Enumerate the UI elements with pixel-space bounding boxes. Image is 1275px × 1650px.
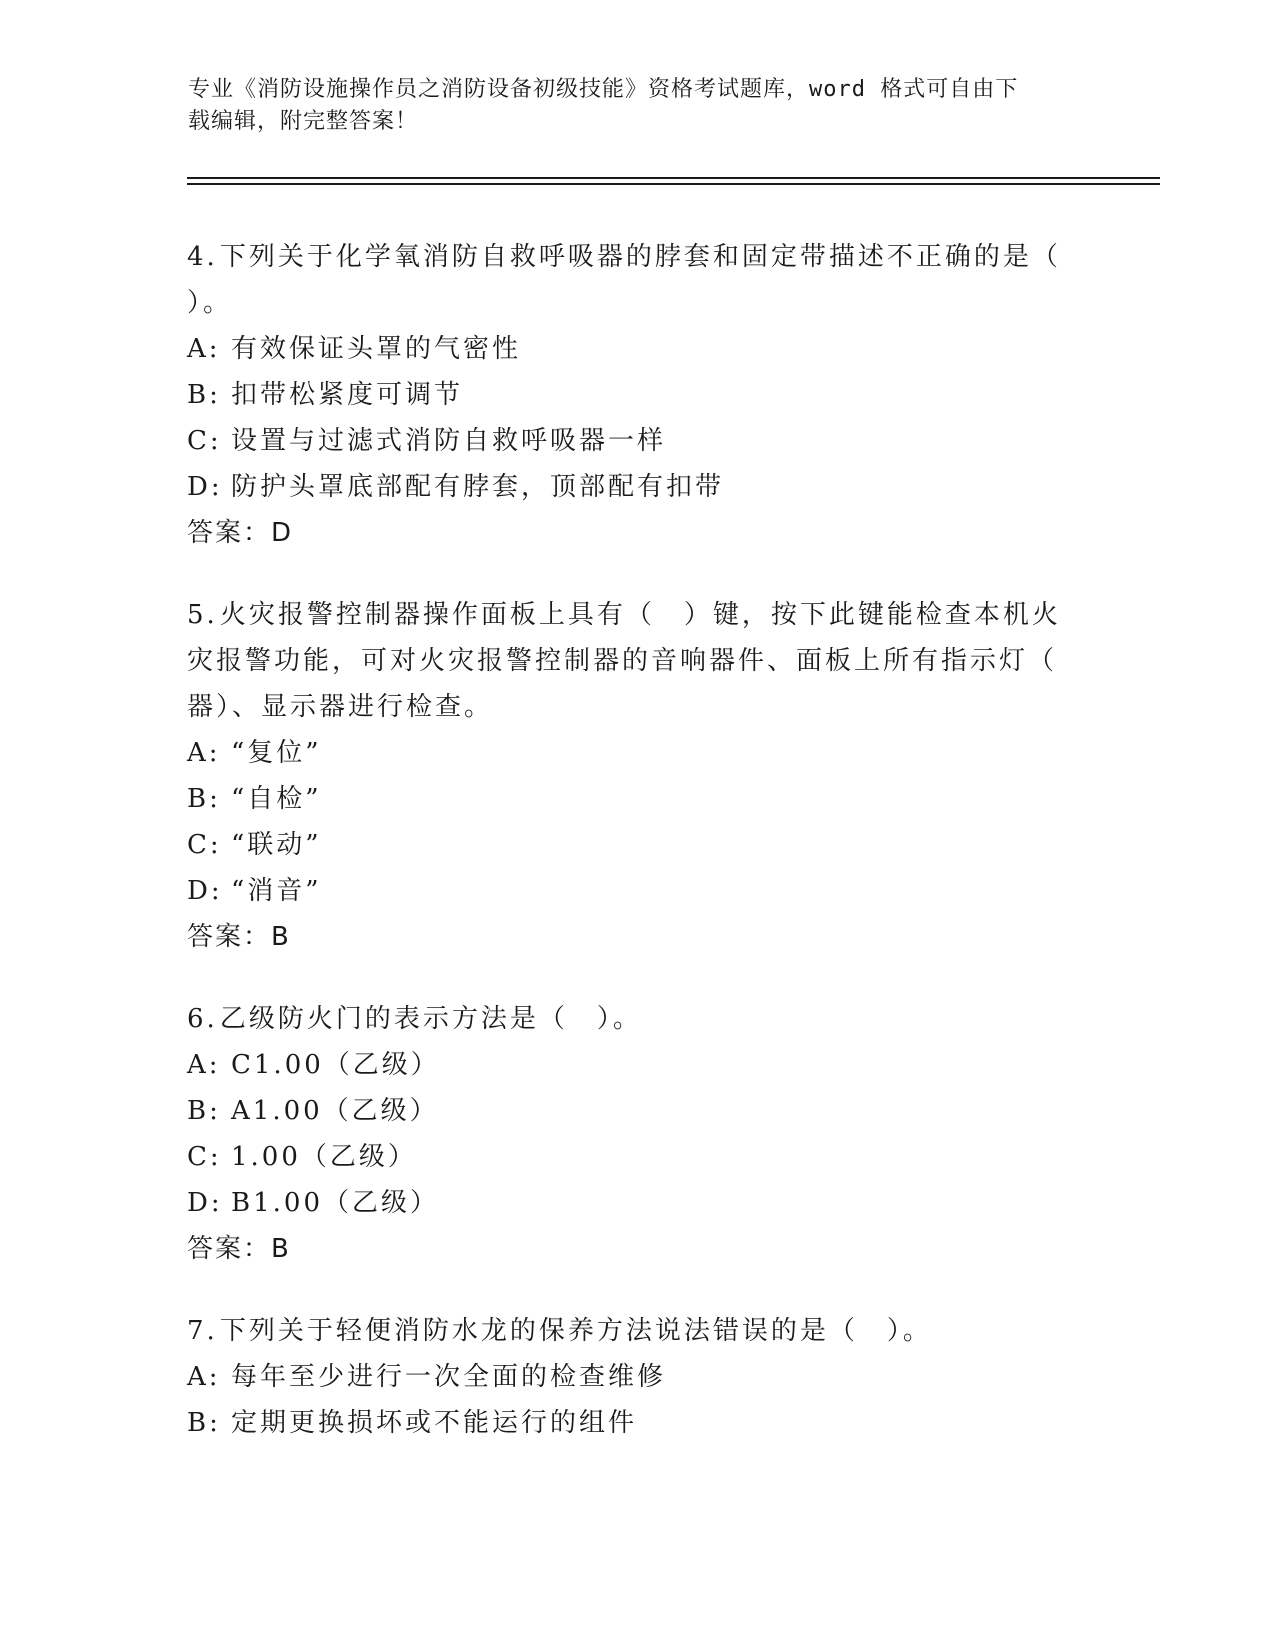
question-text-line: 灾报警功能，可对火灾报警控制器的音响器件、面板上所有指示灯（: [187, 646, 1058, 676]
option-letter: A:: [187, 1050, 221, 1080]
question-text-line: 器）、显示器进行检查。: [187, 692, 494, 722]
option-d: [187, 868, 1067, 914]
question-text-continuation: [187, 280, 1067, 326]
option-d: [187, 464, 1067, 510]
option-text: 1.00（乙级）: [231, 1142, 417, 1172]
question-text-continuation: [187, 638, 1067, 684]
option-a: [187, 730, 1067, 776]
option-letter: D:: [187, 876, 223, 906]
option-letter: B:: [187, 784, 221, 814]
option-letter: A:: [187, 334, 221, 364]
option-text: “联动”: [231, 830, 322, 860]
header-line-2: 载编辑，附完整答案！: [188, 109, 419, 134]
answer-line: 答案：D: [187, 518, 294, 548]
option-letter: C:: [187, 426, 222, 456]
question-text-line: ）。: [187, 288, 233, 318]
option-text: “消音”: [231, 876, 322, 906]
option-b: [187, 372, 1067, 418]
question-4: [187, 234, 1067, 556]
option-text: 扣带松紧度可调节: [231, 380, 464, 410]
option-d: [187, 1180, 1067, 1226]
option-letter: B:: [187, 1408, 221, 1438]
option-letter: B:: [187, 1096, 221, 1126]
option-text: A1.00（乙级）: [231, 1096, 439, 1126]
question-number: 6.: [187, 1004, 218, 1034]
option-c: [187, 418, 1067, 464]
option-text: “自检”: [231, 784, 322, 814]
option-c: [187, 822, 1067, 868]
question-5: [187, 592, 1067, 960]
option-text: 设置与过滤式消防自救呼吸器一样: [231, 426, 667, 456]
option-text: C1.00（乙级）: [231, 1050, 440, 1080]
header-divider-bottom: [187, 183, 1160, 185]
question-text-line: 乙级防火门的表示方法是（ ）。: [219, 1004, 642, 1034]
option-b: [187, 1088, 1067, 1134]
option-letter: C:: [187, 1142, 222, 1172]
header-line-1: 专业《消防设施操作员之消防设备初级技能》资格考试题库，word 格式可自由下: [188, 77, 1019, 102]
question-text-line: 下列关于轻便消防水龙的保养方法说法错误的是（ ）。: [219, 1316, 932, 1346]
option-text: 有效保证头罩的气密性: [231, 334, 522, 364]
question-list: [187, 234, 1067, 1482]
option-letter: A:: [187, 738, 221, 768]
option-letter: D:: [187, 1188, 223, 1218]
question-7: [187, 1308, 1067, 1446]
option-letter: A:: [187, 1362, 221, 1392]
option-letter: B:: [187, 380, 221, 410]
option-text: 每年至少进行一次全面的检查维修: [231, 1362, 667, 1392]
option-letter: D:: [187, 472, 223, 502]
question-text: [187, 996, 1067, 1042]
question-text-line: 火灾报警控制器操作面板上具有（ ）键，按下此键能检查本机火: [219, 600, 1061, 630]
answer-line: 答案：B: [187, 1234, 291, 1264]
option-text: B1.00（乙级）: [231, 1188, 439, 1218]
question-text: [187, 592, 1067, 638]
option-text: “复位”: [231, 738, 322, 768]
question-number: 4.: [187, 242, 218, 272]
option-text: 防护头罩底部配有脖套，顶部配有扣带: [231, 472, 725, 502]
option-c: [187, 1134, 1067, 1180]
question-6: [187, 996, 1067, 1272]
question-text-line: 下列关于化学氧消防自救呼吸器的脖套和固定带描述不正确的是（: [219, 242, 1061, 272]
question-text-continuation: [187, 684, 1067, 730]
option-b: [187, 776, 1067, 822]
option-a: [187, 1354, 1067, 1400]
option-b: [187, 1400, 1067, 1446]
question-text: [187, 234, 1067, 280]
option-a: [187, 1042, 1067, 1088]
option-a: [187, 326, 1067, 372]
option-letter: C:: [187, 830, 222, 860]
option-text: 定期更换损坏或不能运行的组件: [231, 1408, 638, 1438]
header-divider-top: [187, 177, 1160, 179]
question-number: 7.: [187, 1316, 218, 1346]
question-text: [187, 1308, 1067, 1354]
question-number: 5.: [187, 600, 218, 630]
document-header: [188, 74, 1068, 138]
answer-line: 答案：B: [187, 922, 291, 952]
